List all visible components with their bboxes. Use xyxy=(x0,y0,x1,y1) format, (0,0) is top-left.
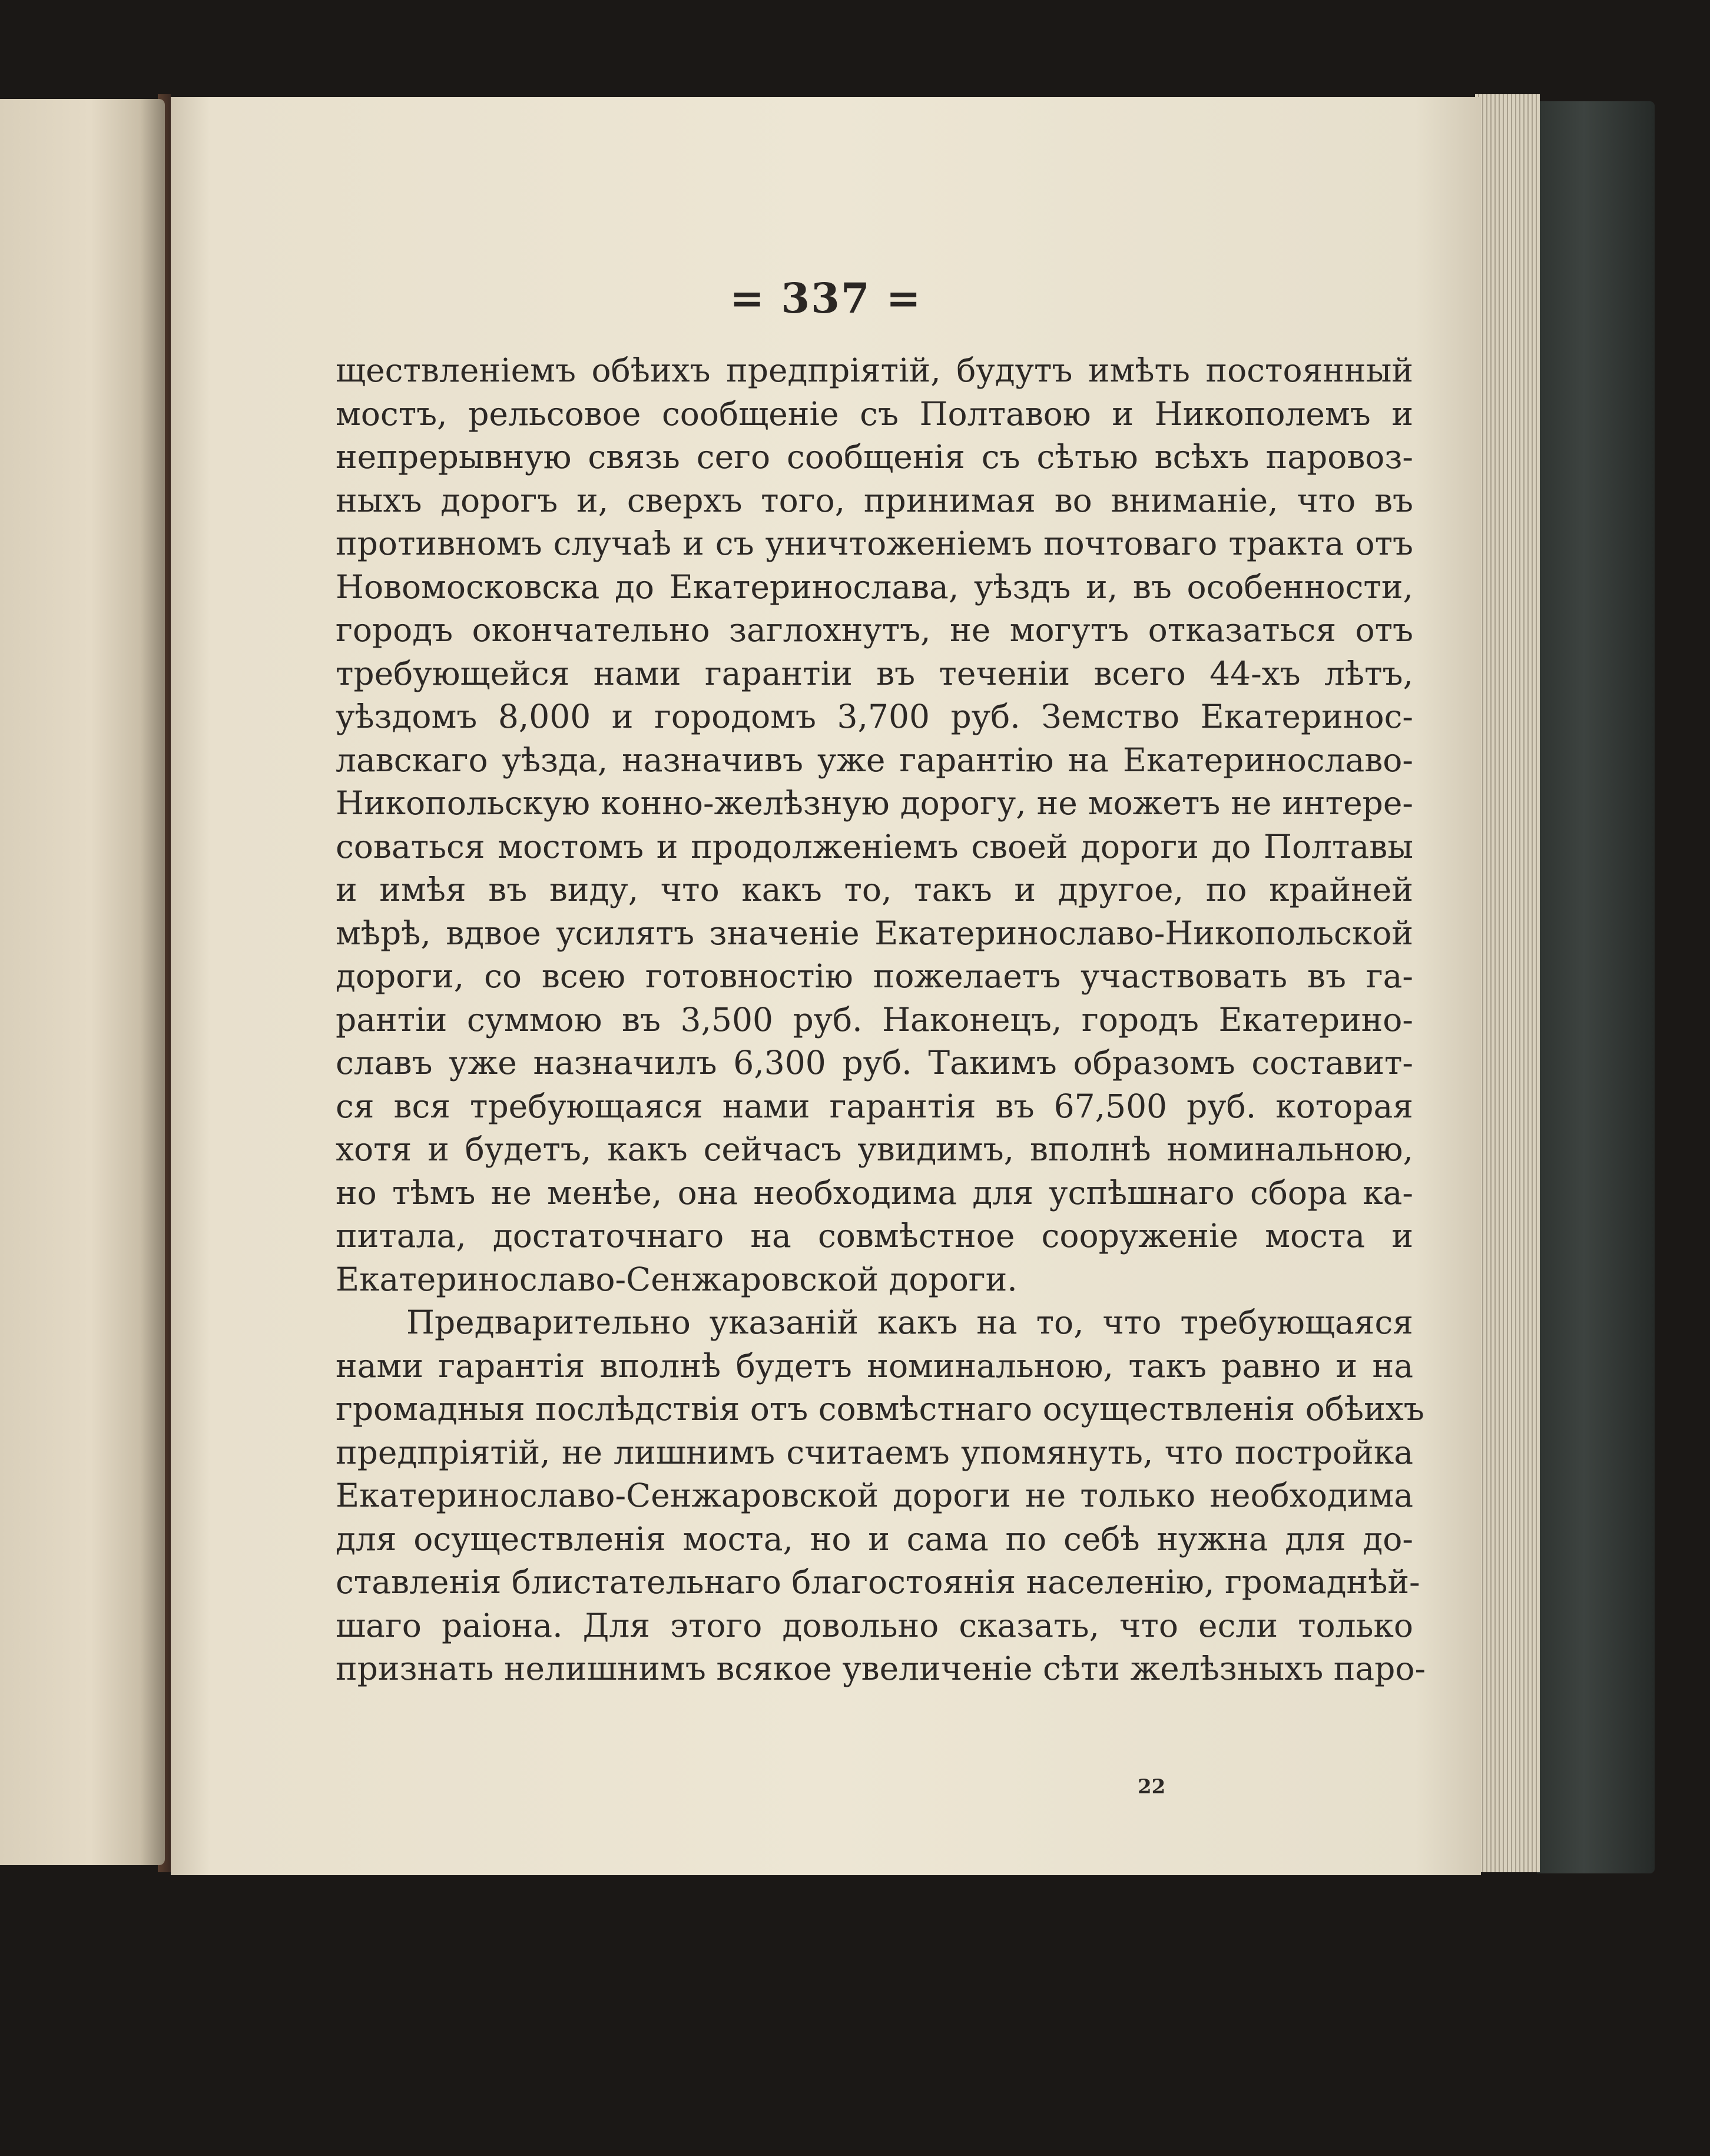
left-page xyxy=(0,99,165,1865)
text-line: предпріятій, не лишнимъ считаемъ упомянуть, что постройка xyxy=(336,1433,1413,1471)
text-line: но тѣмъ не менѣе, она необходима для успѣшнаго сбора ка- xyxy=(336,1173,1413,1212)
text-line: уѣздомъ 8,000 и городомъ 3,700 руб. Земство Екатеринос- xyxy=(336,698,1413,735)
body-text xyxy=(336,349,1426,1691)
text-line: хотя и будетъ, какъ сейчасъ увидимъ, вполнѣ номинальною, xyxy=(336,1130,1413,1168)
signature-mark: 22 xyxy=(1138,1775,1166,1799)
page-stack-edge xyxy=(1475,94,1540,1872)
text-line: дороги, со всею готовностію пожелаетъ участвовать въ га- xyxy=(336,957,1413,995)
text-line: противномъ случаѣ и съ уничтоженіемъ почтоваго тракта отъ xyxy=(336,525,1413,562)
book-page xyxy=(171,97,1481,1875)
text-line: Екатеринославо-Сенжаровской дороги не только необходима xyxy=(336,1477,1413,1514)
text-line: ществленіемъ обѣихъ предпріятій, будутъ имѣть постоянный xyxy=(336,351,1413,389)
text-line: признать нелишнимъ всякое увеличеніе сѣти желѣзныхъ паро- xyxy=(336,1650,1426,1687)
text-line: Екатеринославо-Сенжаровской дороги. xyxy=(336,1260,1018,1298)
text-line: ныхъ дорогъ и, сверхъ того, принимая во вниманіе, что въ xyxy=(336,481,1413,519)
text-line: славъ уже назначилъ 6,300 руб. Такимъ образомъ составит- xyxy=(336,1044,1413,1082)
text-line: ставленія блистательнаго благостоянія населенію, громаднѣй- xyxy=(336,1563,1420,1601)
text-line: непрерывную связь сего сообщенія съ сѣтью всѣхъ паровоз- xyxy=(336,438,1413,476)
text-line: городъ окончательно заглохнутъ, не могутъ отказаться отъ xyxy=(336,611,1413,649)
text-line: шаго раіона. Для этого довольно сказать, что если только xyxy=(336,1606,1413,1644)
right-cover-board xyxy=(1537,101,1655,1873)
text-line: мостъ, рельсовое сообщеніе съ Полтавою и Никополемъ и xyxy=(336,394,1413,433)
text-line: Никопольскую конно-желѣзную дорогу, не можетъ не интере- xyxy=(336,784,1413,822)
text-line: ся вся требующаяся нами гарантія въ 67,500 руб. которая xyxy=(336,1087,1413,1125)
text-line: требующейся нами гарантіи въ теченіи всего 44-хъ лѣтъ, xyxy=(336,654,1413,692)
text-line: Предварительно указаній какъ на то, что требующаяся xyxy=(406,1303,1413,1341)
text-line: Новомосковска до Екатеринослава, уѣздъ и, въ особенности, xyxy=(336,568,1413,606)
text-line: рантіи суммою въ 3,500 руб. Наконецъ, городъ Екатерино- xyxy=(336,1000,1413,1039)
text-line: мѣрѣ, вдвое усилятъ значеніе Екатеринославо-Никопольской xyxy=(336,914,1413,952)
text-line: нами гарантія вполнѣ будетъ номинальною, такъ равно и на xyxy=(336,1346,1413,1385)
text-line: соваться мостомъ и продолженіемъ своей дороги до Полтавы xyxy=(336,827,1413,865)
text-line: лавскаго уѣзда, назначивъ уже гарантію на Екатеринославо- xyxy=(336,741,1413,779)
text-line: громадныя послѣдствія отъ совмѣстнаго осуществленія обѣихъ xyxy=(336,1390,1424,1428)
text-line: питала, достаточнаго на совмѣстное сооруженіе моста и xyxy=(336,1217,1413,1255)
text-line: и имѣя въ виду, что какъ то, такъ и другое, по крайней xyxy=(336,871,1413,908)
text-line: для осуществленія моста, но и сама по себѣ нужна для до- xyxy=(336,1520,1413,1558)
page-number-header: = 337 = xyxy=(730,274,922,323)
